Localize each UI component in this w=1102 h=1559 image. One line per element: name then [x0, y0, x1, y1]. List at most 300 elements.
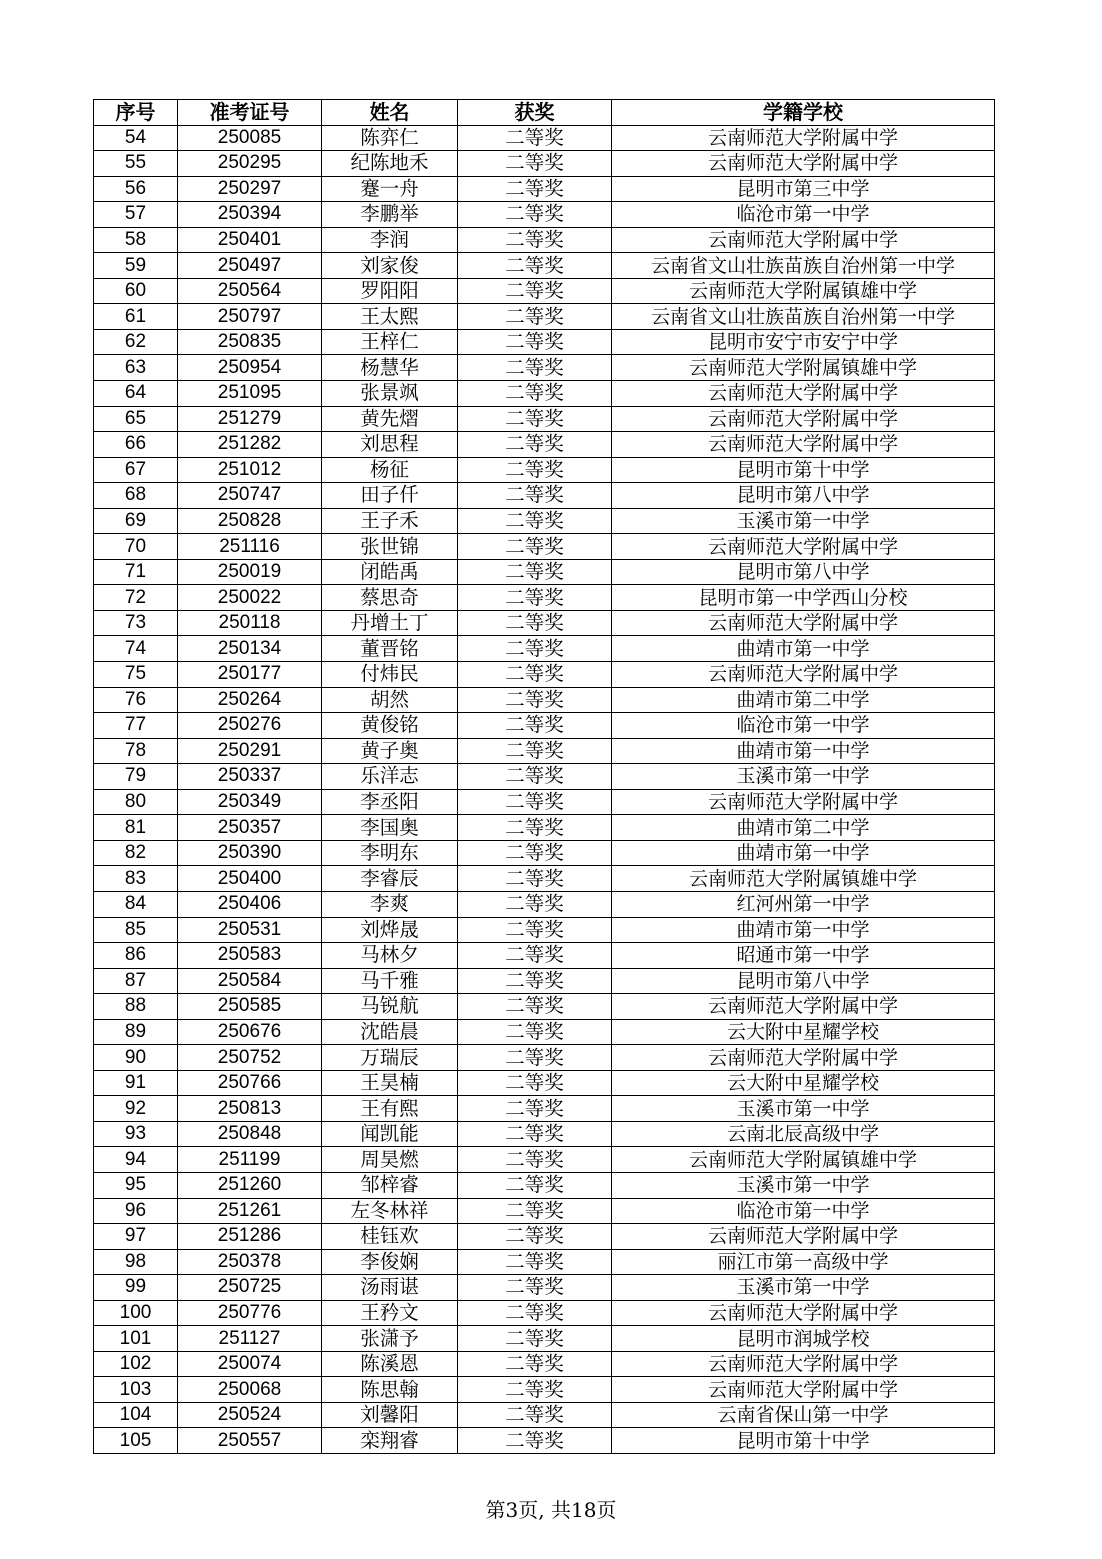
cell-award: 二等奖 [458, 1045, 612, 1071]
cell-seq: 79 [94, 764, 178, 790]
cell-name: 王矜文 [322, 1300, 458, 1326]
cell-seq: 91 [94, 1070, 178, 1096]
cell-name: 闭皓禹 [322, 559, 458, 585]
table-row [94, 1045, 995, 1071]
cell-school: 昆明市第八中学 [612, 559, 995, 585]
cell-name: 马林夕 [322, 943, 458, 969]
cell-award: 二等奖 [458, 636, 612, 662]
cell-name: 李睿辰 [322, 866, 458, 892]
cell-award: 二等奖 [458, 738, 612, 764]
cell-seq: 59 [94, 253, 178, 279]
cell-exam-id: 250401 [178, 227, 322, 253]
cell-exam-id: 250813 [178, 1096, 322, 1122]
cell-name: 付炜民 [322, 662, 458, 688]
cell-name: 刘家俊 [322, 253, 458, 279]
table-row [94, 866, 995, 892]
cell-seq: 103 [94, 1377, 178, 1403]
cell-school: 红河州第一中学 [612, 891, 995, 917]
header-exam-id: 准考证号 [178, 100, 322, 126]
cell-name: 陈思翰 [322, 1377, 458, 1403]
cell-seq: 68 [94, 483, 178, 509]
cell-award: 二等奖 [458, 304, 612, 330]
header-name: 姓名 [322, 100, 458, 126]
cell-exam-id: 250074 [178, 1351, 322, 1377]
cell-name: 邹梓睿 [322, 1172, 458, 1198]
cell-exam-id: 250177 [178, 662, 322, 688]
cell-name: 张潇予 [322, 1326, 458, 1352]
cell-award: 二等奖 [458, 968, 612, 994]
cell-name: 黄先熠 [322, 406, 458, 432]
table-row [94, 1172, 995, 1198]
cell-award: 二等奖 [458, 227, 612, 253]
cell-name: 杨征 [322, 457, 458, 483]
cell-school: 玉溪市第一中学 [612, 1172, 995, 1198]
table-row [94, 636, 995, 662]
cell-school: 昆明市第十中学 [612, 457, 995, 483]
cell-award: 二等奖 [458, 406, 612, 432]
cell-seq: 74 [94, 636, 178, 662]
table-row [94, 840, 995, 866]
cell-exam-id: 251127 [178, 1326, 322, 1352]
table-row [94, 227, 995, 253]
cell-seq: 97 [94, 1224, 178, 1250]
cell-seq: 60 [94, 278, 178, 304]
cell-seq: 78 [94, 738, 178, 764]
cell-seq: 98 [94, 1249, 178, 1275]
cell-school: 临沧市第一中学 [612, 1198, 995, 1224]
table-row [94, 559, 995, 585]
cell-name: 纪陈地禾 [322, 151, 458, 177]
cell-exam-id: 251279 [178, 406, 322, 432]
table-row [94, 151, 995, 177]
cell-name: 蔡思奇 [322, 585, 458, 611]
cell-exam-id: 250019 [178, 559, 322, 585]
cell-exam-id: 251286 [178, 1224, 322, 1250]
cell-school: 云南师范大学附属镇雄中学 [612, 866, 995, 892]
cell-exam-id: 250585 [178, 994, 322, 1020]
cell-award: 二等奖 [458, 1224, 612, 1250]
cell-exam-id: 250390 [178, 840, 322, 866]
cell-school: 云南师范大学附属中学 [612, 381, 995, 407]
table-row [94, 1249, 995, 1275]
table-row [94, 202, 995, 228]
header-seq: 序号 [94, 100, 178, 126]
cell-award: 二等奖 [458, 125, 612, 151]
table-row [94, 610, 995, 636]
header-award: 获奖 [458, 100, 612, 126]
cell-award: 二等奖 [458, 610, 612, 636]
cell-school: 云南师范大学附属中学 [612, 432, 995, 458]
cell-exam-id: 250406 [178, 891, 322, 917]
table-row [94, 432, 995, 458]
cell-seq: 66 [94, 432, 178, 458]
cell-award: 二等奖 [458, 559, 612, 585]
cell-name: 王子禾 [322, 508, 458, 534]
cell-name: 乐洋志 [322, 764, 458, 790]
cell-school: 云南师范大学附属镇雄中学 [612, 1147, 995, 1173]
cell-name: 李鹏举 [322, 202, 458, 228]
cell-seq: 56 [94, 176, 178, 202]
cell-seq: 81 [94, 815, 178, 841]
cell-school: 云南师范大学附属中学 [612, 227, 995, 253]
cell-name: 刘思程 [322, 432, 458, 458]
table-row [94, 381, 995, 407]
table-row [94, 508, 995, 534]
cell-award: 二等奖 [458, 1275, 612, 1301]
cell-school: 曲靖市第二中学 [612, 687, 995, 713]
table-row [94, 1019, 995, 1045]
cell-seq: 101 [94, 1326, 178, 1352]
cell-award: 二等奖 [458, 1249, 612, 1275]
cell-exam-id: 250022 [178, 585, 322, 611]
cell-seq: 89 [94, 1019, 178, 1045]
page-number: 第3页, 共18页 [485, 1498, 617, 1522]
cell-award: 二等奖 [458, 764, 612, 790]
cell-award: 二等奖 [458, 840, 612, 866]
cell-exam-id: 250557 [178, 1428, 322, 1454]
cell-name: 李润 [322, 227, 458, 253]
table-row [94, 406, 995, 432]
cell-seq: 100 [94, 1300, 178, 1326]
table-row [94, 1147, 995, 1173]
cell-seq: 54 [94, 125, 178, 151]
cell-seq: 76 [94, 687, 178, 713]
cell-name: 张世锦 [322, 534, 458, 560]
cell-award: 二等奖 [458, 1198, 612, 1224]
cell-award: 二等奖 [458, 278, 612, 304]
table-row [94, 713, 995, 739]
cell-school: 昆明市第八中学 [612, 968, 995, 994]
cell-exam-id: 250747 [178, 483, 322, 509]
cell-exam-id: 250085 [178, 125, 322, 151]
cell-name: 陈溪恩 [322, 1351, 458, 1377]
cell-award: 二等奖 [458, 1377, 612, 1403]
cell-seq: 73 [94, 610, 178, 636]
table-row [94, 1198, 995, 1224]
cell-exam-id: 251012 [178, 457, 322, 483]
table-row [94, 585, 995, 611]
cell-award: 二等奖 [458, 1121, 612, 1147]
cell-award: 二等奖 [458, 891, 612, 917]
cell-exam-id: 250531 [178, 917, 322, 943]
cell-award: 二等奖 [458, 1096, 612, 1122]
cell-seq: 102 [94, 1351, 178, 1377]
cell-name: 蹇一舟 [322, 176, 458, 202]
cell-name: 杨慧华 [322, 355, 458, 381]
cell-name: 桂钰欢 [322, 1224, 458, 1250]
table-body [94, 125, 995, 1453]
cell-name: 左冬林祥 [322, 1198, 458, 1224]
cell-seq: 84 [94, 891, 178, 917]
cell-name: 栾翔睿 [322, 1428, 458, 1454]
table-row [94, 176, 995, 202]
cell-seq: 65 [94, 406, 178, 432]
cell-seq: 92 [94, 1096, 178, 1122]
cell-award: 二等奖 [458, 687, 612, 713]
cell-name: 周昊燃 [322, 1147, 458, 1173]
cell-seq: 104 [94, 1402, 178, 1428]
cell-seq: 63 [94, 355, 178, 381]
cell-award: 二等奖 [458, 994, 612, 1020]
cell-school: 昆明市第十中学 [612, 1428, 995, 1454]
table-row [94, 1377, 995, 1403]
cell-award: 二等奖 [458, 815, 612, 841]
cell-school: 曲靖市第一中学 [612, 840, 995, 866]
cell-school: 昆明市第三中学 [612, 176, 995, 202]
cell-school: 曲靖市第一中学 [612, 738, 995, 764]
cell-seq: 67 [94, 457, 178, 483]
cell-exam-id: 250400 [178, 866, 322, 892]
cell-award: 二等奖 [458, 789, 612, 815]
cell-award: 二等奖 [458, 483, 612, 509]
table-row [94, 789, 995, 815]
cell-school: 云南师范大学附属中学 [612, 1351, 995, 1377]
cell-school: 丽江市第一高级中学 [612, 1249, 995, 1275]
cell-exam-id: 250394 [178, 202, 322, 228]
cell-award: 二等奖 [458, 943, 612, 969]
cell-award: 二等奖 [458, 534, 612, 560]
cell-award: 二等奖 [458, 1147, 612, 1173]
cell-award: 二等奖 [458, 253, 612, 279]
cell-exam-id: 250524 [178, 1402, 322, 1428]
cell-exam-id: 251282 [178, 432, 322, 458]
cell-name: 马锐航 [322, 994, 458, 1020]
cell-name: 罗阳阳 [322, 278, 458, 304]
cell-award: 二等奖 [458, 432, 612, 458]
table-row [94, 534, 995, 560]
table-row [94, 738, 995, 764]
cell-exam-id: 250118 [178, 610, 322, 636]
cell-seq: 55 [94, 151, 178, 177]
cell-school: 云南师范大学附属中学 [612, 610, 995, 636]
cell-name: 刘烨晟 [322, 917, 458, 943]
cell-exam-id: 250068 [178, 1377, 322, 1403]
cell-seq: 86 [94, 943, 178, 969]
cell-seq: 64 [94, 381, 178, 407]
cell-seq: 105 [94, 1428, 178, 1454]
cell-seq: 75 [94, 662, 178, 688]
award-table [93, 99, 995, 1454]
cell-school: 云南师范大学附属中学 [612, 1045, 995, 1071]
table-row [94, 483, 995, 509]
cell-name: 汤雨谌 [322, 1275, 458, 1301]
table-row [94, 1428, 995, 1454]
cell-school: 云南省保山第一中学 [612, 1402, 995, 1428]
cell-school: 昆明市安宁市安宁中学 [612, 329, 995, 355]
table-row [94, 1300, 995, 1326]
cell-exam-id: 250583 [178, 943, 322, 969]
cell-school: 云南师范大学附属中学 [612, 151, 995, 177]
cell-seq: 94 [94, 1147, 178, 1173]
cell-school: 临沧市第一中学 [612, 713, 995, 739]
cell-exam-id: 250676 [178, 1019, 322, 1045]
cell-award: 二等奖 [458, 1172, 612, 1198]
cell-exam-id: 250134 [178, 636, 322, 662]
cell-name: 沈皓晨 [322, 1019, 458, 1045]
cell-name: 胡然 [322, 687, 458, 713]
cell-school: 玉溪市第一中学 [612, 1096, 995, 1122]
table-row [94, 943, 995, 969]
cell-award: 二等奖 [458, 1300, 612, 1326]
cell-award: 二等奖 [458, 917, 612, 943]
cell-exam-id: 250752 [178, 1045, 322, 1071]
table-row [94, 1402, 995, 1428]
cell-award: 二等奖 [458, 355, 612, 381]
cell-award: 二等奖 [458, 151, 612, 177]
cell-seq: 96 [94, 1198, 178, 1224]
cell-seq: 58 [94, 227, 178, 253]
cell-seq: 90 [94, 1045, 178, 1071]
table-row [94, 662, 995, 688]
cell-seq: 70 [94, 534, 178, 560]
cell-exam-id: 250291 [178, 738, 322, 764]
cell-seq: 69 [94, 508, 178, 534]
cell-award: 二等奖 [458, 1019, 612, 1045]
cell-name: 闻凯能 [322, 1121, 458, 1147]
cell-seq: 93 [94, 1121, 178, 1147]
cell-name: 陈弈仁 [322, 125, 458, 151]
cell-seq: 62 [94, 329, 178, 355]
cell-award: 二等奖 [458, 1070, 612, 1096]
cell-exam-id: 250337 [178, 764, 322, 790]
table-header-row [94, 100, 995, 126]
table-row [94, 815, 995, 841]
cell-seq: 82 [94, 840, 178, 866]
cell-exam-id: 251199 [178, 1147, 322, 1173]
table-row [94, 457, 995, 483]
table-row [94, 891, 995, 917]
cell-award: 二等奖 [458, 329, 612, 355]
cell-school: 云南师范大学附属中学 [612, 125, 995, 151]
cell-exam-id: 250349 [178, 789, 322, 815]
cell-school: 曲靖市第一中学 [612, 636, 995, 662]
cell-name: 黄俊铭 [322, 713, 458, 739]
cell-seq: 85 [94, 917, 178, 943]
cell-seq: 83 [94, 866, 178, 892]
cell-award: 二等奖 [458, 1402, 612, 1428]
table-row [94, 687, 995, 713]
cell-school: 昭通市第一中学 [612, 943, 995, 969]
cell-name: 王梓仁 [322, 329, 458, 355]
cell-name: 田子仟 [322, 483, 458, 509]
cell-award: 二等奖 [458, 1428, 612, 1454]
cell-award: 二等奖 [458, 176, 612, 202]
cell-school: 云南师范大学附属中学 [612, 994, 995, 1020]
table-row [94, 1070, 995, 1096]
cell-school: 昆明市第一中学西山分校 [612, 585, 995, 611]
cell-exam-id: 250276 [178, 713, 322, 739]
cell-seq: 61 [94, 304, 178, 330]
cell-school: 玉溪市第一中学 [612, 1275, 995, 1301]
cell-school: 云南师范大学附属中学 [612, 406, 995, 432]
cell-exam-id: 250776 [178, 1300, 322, 1326]
table-row [94, 994, 995, 1020]
table-row [94, 917, 995, 943]
cell-name: 王昊楠 [322, 1070, 458, 1096]
cell-school: 玉溪市第一中学 [612, 508, 995, 534]
cell-exam-id: 250828 [178, 508, 322, 534]
table-row [94, 253, 995, 279]
cell-seq: 99 [94, 1275, 178, 1301]
cell-exam-id: 250564 [178, 278, 322, 304]
cell-name: 张景飒 [322, 381, 458, 407]
table-row [94, 1275, 995, 1301]
cell-school: 云南省文山壮族苗族自治州第一中学 [612, 304, 995, 330]
cell-seq: 88 [94, 994, 178, 1020]
table-row [94, 764, 995, 790]
cell-exam-id: 250848 [178, 1121, 322, 1147]
table-row [94, 355, 995, 381]
cell-award: 二等奖 [458, 585, 612, 611]
cell-seq: 71 [94, 559, 178, 585]
cell-exam-id: 251116 [178, 534, 322, 560]
cell-name: 丹增土丁 [322, 610, 458, 636]
cell-exam-id: 251261 [178, 1198, 322, 1224]
cell-school: 昆明市第八中学 [612, 483, 995, 509]
cell-school: 云南师范大学附属中学 [612, 534, 995, 560]
table-row [94, 304, 995, 330]
cell-school: 云南师范大学附属镇雄中学 [612, 355, 995, 381]
cell-seq: 95 [94, 1172, 178, 1198]
cell-exam-id: 250264 [178, 687, 322, 713]
cell-name: 李国奥 [322, 815, 458, 841]
table-row [94, 125, 995, 151]
cell-school: 云大附中星耀学校 [612, 1070, 995, 1096]
table-row [94, 1224, 995, 1250]
cell-name: 李明东 [322, 840, 458, 866]
table-row [94, 329, 995, 355]
cell-exam-id: 250497 [178, 253, 322, 279]
cell-school: 云南师范大学附属中学 [612, 789, 995, 815]
cell-award: 二等奖 [458, 662, 612, 688]
cell-award: 二等奖 [458, 457, 612, 483]
cell-name: 李爽 [322, 891, 458, 917]
cell-award: 二等奖 [458, 1326, 612, 1352]
cell-exam-id: 250835 [178, 329, 322, 355]
cell-exam-id: 250584 [178, 968, 322, 994]
cell-name: 万瑞辰 [322, 1045, 458, 1071]
cell-exam-id: 250357 [178, 815, 322, 841]
table-row [94, 1351, 995, 1377]
table-row [94, 968, 995, 994]
cell-award: 二等奖 [458, 381, 612, 407]
table-row [94, 1121, 995, 1147]
cell-award: 二等奖 [458, 202, 612, 228]
cell-seq: 72 [94, 585, 178, 611]
table-row [94, 1096, 995, 1122]
table-row [94, 278, 995, 304]
cell-school: 云南北辰高级中学 [612, 1121, 995, 1147]
cell-school: 昆明市润城学校 [612, 1326, 995, 1352]
cell-seq: 57 [94, 202, 178, 228]
cell-name: 王太熙 [322, 304, 458, 330]
cell-seq: 77 [94, 713, 178, 739]
cell-school: 云大附中星耀学校 [612, 1019, 995, 1045]
table-row [94, 1326, 995, 1352]
header-school: 学籍学校 [612, 100, 995, 126]
cell-school: 曲靖市第一中学 [612, 917, 995, 943]
cell-exam-id: 250295 [178, 151, 322, 177]
cell-name: 马千雅 [322, 968, 458, 994]
cell-exam-id: 251260 [178, 1172, 322, 1198]
cell-exam-id: 250725 [178, 1275, 322, 1301]
cell-school: 云南师范大学附属中学 [612, 662, 995, 688]
cell-school: 云南师范大学附属镇雄中学 [612, 278, 995, 304]
cell-exam-id: 250378 [178, 1249, 322, 1275]
cell-exam-id: 250797 [178, 304, 322, 330]
cell-name: 李俊娴 [322, 1249, 458, 1275]
cell-award: 二等奖 [458, 713, 612, 739]
